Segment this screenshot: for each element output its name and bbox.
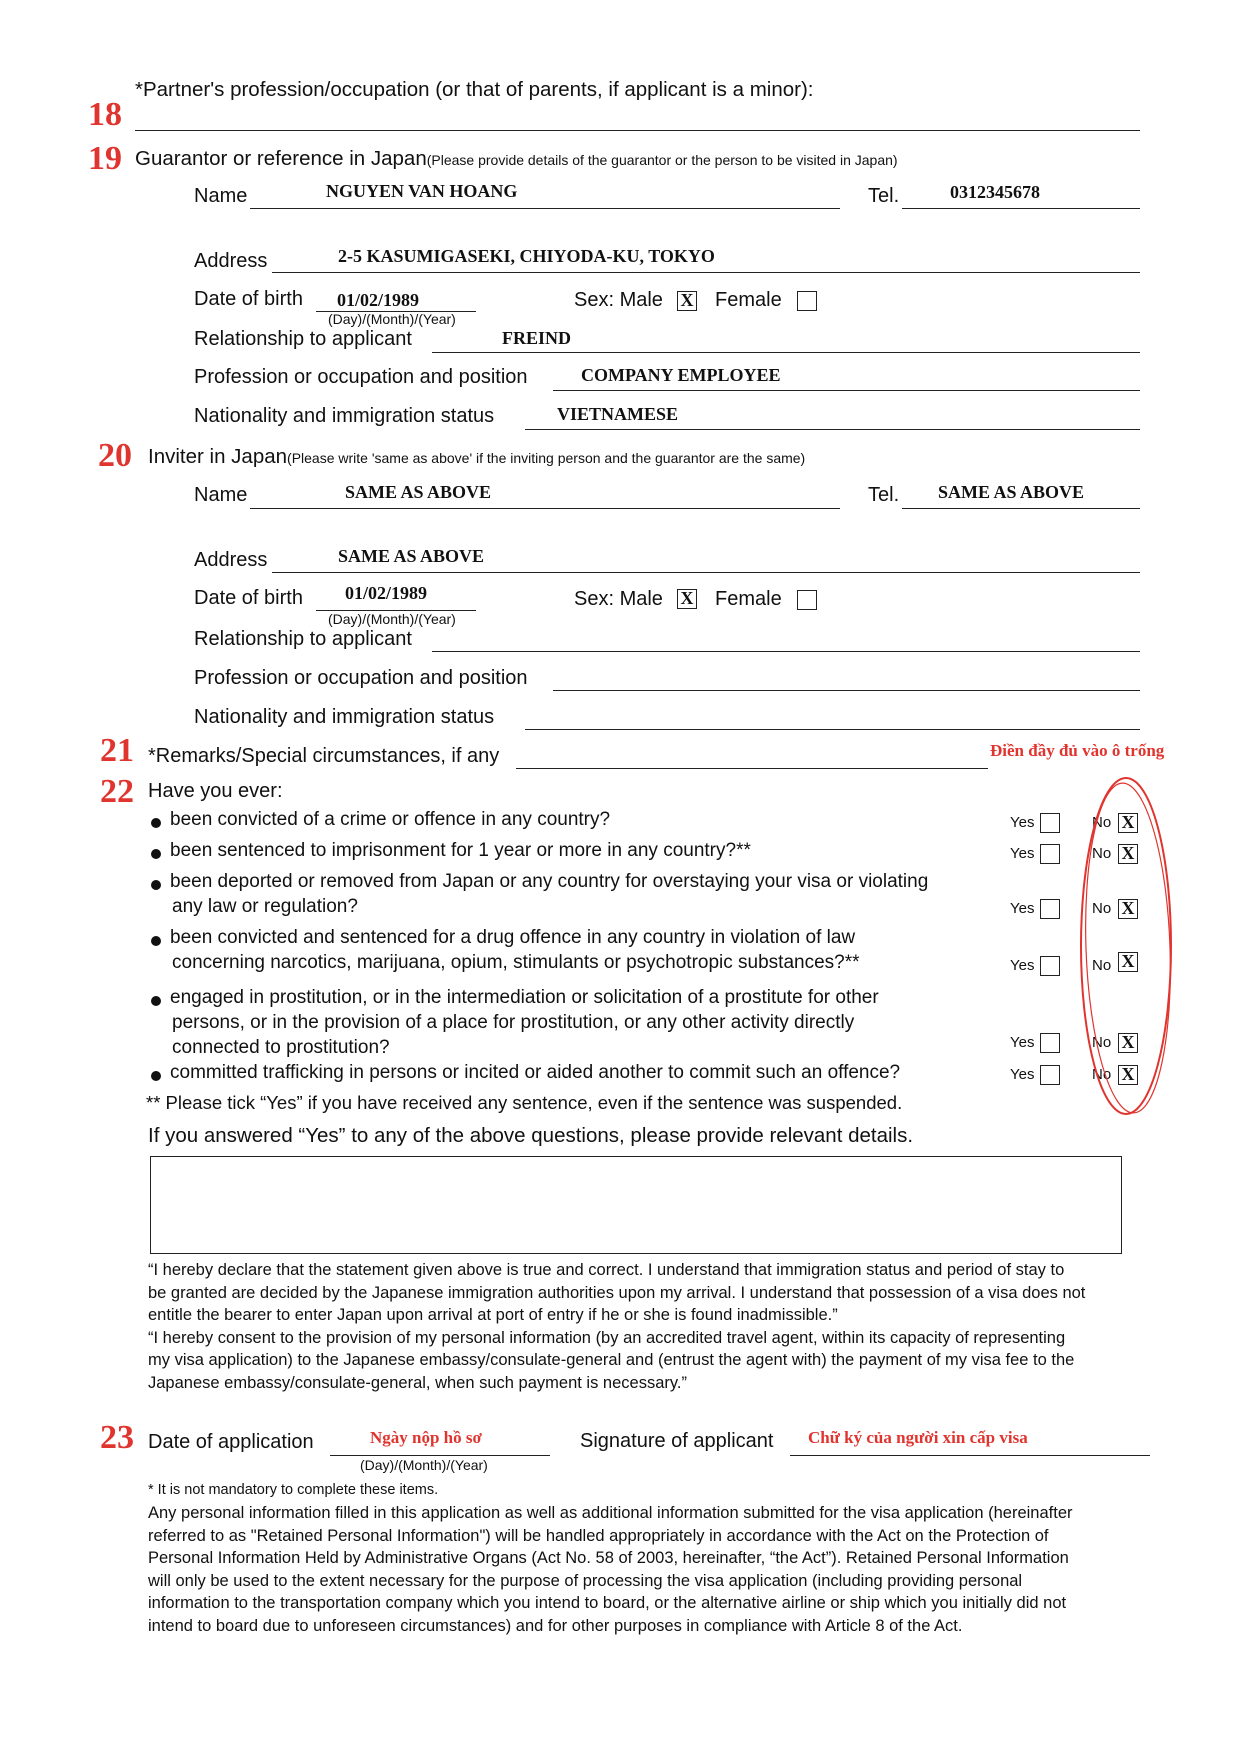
partner-profession-label: *Partner's profession/occupation (or that of parents, if applicant is a minor): bbox=[135, 78, 814, 101]
q2-yes-checkbox[interactable] bbox=[1040, 844, 1060, 864]
question-6-text: committed trafficking in persons or incited or aided another to commit such an offence? bbox=[170, 1062, 901, 1083]
details-textarea[interactable] bbox=[150, 1156, 1122, 1254]
guarantor-address-value[interactable]: 2-5 KASUMIGASEKI, CHIYODA-KU, TOKYO bbox=[338, 246, 715, 266]
q4-yes-checkbox[interactable] bbox=[1040, 956, 1060, 976]
inviter-nationality-field[interactable] bbox=[525, 729, 1140, 730]
q1-no-label: No bbox=[1092, 814, 1112, 831]
privacy-line-2: referred to as "Retained Personal Information") will be handled appropriately in accordance with the Act on the Protection of bbox=[148, 1526, 1049, 1545]
inviter-relationship-field[interactable] bbox=[432, 651, 1140, 652]
inviter-tel-value[interactable]: SAME AS ABOVE bbox=[938, 482, 1085, 502]
inviter-nationality-label: Nationality and immigration status bbox=[194, 706, 495, 728]
bullet-icon bbox=[151, 1071, 161, 1081]
q4-no-checkbox[interactable]: X bbox=[1118, 952, 1138, 972]
partner-profession-field[interactable] bbox=[135, 130, 1140, 131]
inviter-male-checkbox[interactable]: X bbox=[677, 589, 697, 609]
remarks-field[interactable] bbox=[516, 768, 988, 769]
q3-yes-checkbox[interactable] bbox=[1040, 899, 1060, 919]
q3-no-label: No bbox=[1092, 900, 1112, 917]
guarantor-profession-line bbox=[553, 390, 1140, 391]
q6-no-checkbox[interactable]: X bbox=[1118, 1065, 1138, 1085]
section-number-20: 20 bbox=[98, 437, 132, 474]
inviter-female-checkbox[interactable] bbox=[797, 590, 817, 610]
declaration-line-5: my visa application) to the Japanese embassy/consulate-general and (entrust the agent with) the payment of my visa fee to the bbox=[148, 1351, 1075, 1369]
inviter-name-label: Name bbox=[194, 484, 248, 506]
privacy-line-5: information to the transportation company which you intend to board, or the alternative airline or ship which you initially did not bbox=[148, 1594, 1067, 1612]
q5-no-label: No bbox=[1092, 1034, 1112, 1051]
guarantor-tel-label: Tel. bbox=[868, 185, 900, 207]
remarks-label: *Remarks/Special circumstances, if any bbox=[148, 745, 500, 767]
question-4-line-1: been convicted and sentenced for a drug offence in any country in violation of law bbox=[170, 927, 856, 948]
inviter-name-value[interactable]: SAME AS ABOVE bbox=[345, 482, 492, 502]
q4-no-label: No bbox=[1092, 957, 1112, 974]
inviter-profession-label: Profession or occupation and position bbox=[194, 667, 528, 689]
privacy-line-3: Personal Information Held by Administrative Organs (Act No. 58 of 2003, hereinafter, “the Act”). Retained Personal Information bbox=[148, 1549, 1069, 1567]
q2-no-label: No bbox=[1092, 845, 1112, 862]
guarantor-female-checkbox[interactable] bbox=[797, 291, 817, 311]
inviter-dob-label: Date of birth bbox=[194, 587, 303, 609]
question-3-line-2: any law or regulation? bbox=[172, 896, 358, 917]
have-you-ever-label: Have you ever: bbox=[148, 780, 283, 802]
inviter-heading bbox=[148, 445, 805, 469]
declaration-line-4: “I hereby consent to the provision of my personal information (by an accredited travel agent, within its capacity of representing bbox=[148, 1328, 1066, 1347]
section-number-19: 19 bbox=[88, 140, 122, 177]
question-3-line-1: been deported or removed from Japan or any country for overstaying your visa or violating bbox=[170, 871, 929, 892]
guarantor-dob-label: Date of birth bbox=[194, 288, 303, 310]
bullet-icon bbox=[151, 880, 161, 890]
details-prompt: If you answered “Yes” to any of the above questions, please provide relevant details. bbox=[148, 1124, 914, 1147]
inviter-sex-label: Sex: Male bbox=[574, 588, 663, 610]
inviter-note: (Please write 'same as above' if the inviting person and the guarantor are the same) bbox=[287, 450, 806, 466]
declaration-line-2: be granted are decided by the Japanese immigration authorities upon my arrival. I understand that possession of a visa does not bbox=[148, 1283, 1086, 1302]
question-5-line-1: engaged in prostitution, or in the intermediation or solicitation of a prostitute for other bbox=[170, 987, 879, 1008]
guarantor-name-line bbox=[250, 208, 840, 209]
question-5-line-2: persons, or in the provision of a place for prostitution, or any other activity directly bbox=[172, 1012, 855, 1033]
question-2-text: been sentenced to imprisonment for 1 year or more in any country?** bbox=[170, 840, 751, 861]
signature-line bbox=[790, 1455, 1150, 1456]
section-number-22: 22 bbox=[100, 773, 134, 810]
guarantor-nationality-line bbox=[525, 429, 1140, 430]
q1-yes-label: Yes bbox=[1010, 814, 1035, 831]
guarantor-profession-value[interactable]: COMPANY EMPLOYEE bbox=[581, 365, 781, 385]
bullet-icon bbox=[151, 936, 161, 946]
q4-yes-label: Yes bbox=[1010, 957, 1035, 974]
q6-no-label: No bbox=[1092, 1066, 1112, 1083]
guarantor-note: (Please provide details of the guarantor or the person to be visited in Japan) bbox=[426, 152, 898, 168]
section-number-23: 23 bbox=[100, 1419, 134, 1456]
privacy-line-4: will only be used to the extent necessary for the purpose of processing the visa application (including providing personal bbox=[148, 1571, 1023, 1590]
bullet-icon bbox=[151, 849, 161, 859]
inviter-title: Inviter in Japan bbox=[148, 445, 288, 468]
inviter-tel-line bbox=[902, 508, 1140, 509]
declaration-paragraph bbox=[148, 1259, 1085, 1394]
declaration-line-1: “I hereby declare that the statement given above is true and correct. I understand that immigration status and period of stay to bbox=[148, 1261, 1065, 1279]
guarantor-profession-label: Profession or occupation and position bbox=[194, 366, 528, 388]
privacy-line-1: Any personal information filled in this application as well as additional information submitted for the visa application (hereinafter bbox=[148, 1504, 1073, 1522]
date-of-application-line bbox=[330, 1455, 550, 1456]
q5-yes-label: Yes bbox=[1010, 1034, 1035, 1051]
q1-no-checkbox[interactable]: X bbox=[1118, 813, 1138, 833]
guarantor-tel-value[interactable]: 0312345678 bbox=[950, 182, 1040, 202]
date-of-application-value[interactable]: Ngày nộp hồ sơ bbox=[370, 1428, 482, 1447]
guarantor-address-line bbox=[272, 272, 1140, 273]
inviter-dob-format: (Day)/(Month)/(Year) bbox=[328, 611, 456, 627]
declaration-line-3: entitle the bearer to enter Japan upon arrival at port of entry if he or she is found inadmissible.” bbox=[148, 1306, 838, 1324]
guarantor-name-label: Name bbox=[194, 185, 248, 207]
inviter-relationship-label: Relationship to applicant bbox=[194, 628, 412, 650]
inviter-profession-field[interactable] bbox=[553, 690, 1140, 691]
q2-yes-label: Yes bbox=[1010, 845, 1035, 862]
guarantor-female-label: Female bbox=[715, 289, 782, 311]
q6-yes-label: Yes bbox=[1010, 1066, 1035, 1083]
signature-value[interactable]: Chữ ký của người xin cấp visa bbox=[808, 1428, 1028, 1447]
q5-no-checkbox[interactable]: X bbox=[1118, 1033, 1138, 1053]
guarantor-relationship-value[interactable]: FREIND bbox=[502, 328, 572, 348]
guarantor-relationship-label: Relationship to applicant bbox=[194, 328, 412, 350]
fill-all-annotation: Điền đầy đủ vào ô trống bbox=[990, 741, 1165, 760]
guarantor-heading bbox=[135, 147, 898, 171]
guarantor-name-value[interactable]: NGUYEN VAN HOANG bbox=[326, 181, 518, 201]
section-number-21: 21 bbox=[100, 732, 134, 769]
q5-yes-checkbox[interactable] bbox=[1040, 1033, 1060, 1053]
inviter-female-label: Female bbox=[715, 588, 782, 610]
date-of-application-format: (Day)/(Month)/(Year) bbox=[360, 1457, 488, 1473]
privacy-line-6: intend to board due to unforeseen circumstances) and for other purposes in compliance with Article 8 of the Act. bbox=[148, 1616, 963, 1635]
inviter-name-line bbox=[250, 508, 840, 509]
inviter-tel-label: Tel. bbox=[868, 484, 900, 506]
guarantor-address-label: Address bbox=[194, 250, 268, 272]
q3-no-checkbox[interactable]: X bbox=[1118, 899, 1138, 919]
bullet-icon bbox=[151, 996, 161, 1006]
red-circle-highlight-icon bbox=[1070, 770, 1185, 1125]
q1-yes-checkbox[interactable] bbox=[1040, 813, 1060, 833]
section-number-18: 18 bbox=[88, 96, 122, 133]
inviter-address-value[interactable]: SAME AS ABOVE bbox=[338, 546, 485, 566]
q2-no-checkbox[interactable]: X bbox=[1118, 844, 1138, 864]
question-1-text: been convicted of a crime or offence in any country? bbox=[170, 809, 611, 830]
guarantor-nationality-value[interactable]: VIETNAMESE bbox=[557, 404, 679, 424]
date-of-application-label: Date of application bbox=[148, 1431, 314, 1453]
guarantor-nationality-label: Nationality and immigration status bbox=[194, 405, 495, 427]
signature-label: Signature of applicant bbox=[580, 1430, 774, 1452]
guarantor-sex-label: Sex: Male bbox=[574, 289, 663, 311]
inviter-address-label: Address bbox=[194, 549, 268, 571]
question-4-line-2: concerning narcotics, marijuana, opium, stimulants or psychotropic substances?** bbox=[172, 952, 860, 973]
inviter-dob-value[interactable]: 01/02/1989 bbox=[345, 583, 428, 603]
guarantor-tel-line bbox=[902, 208, 1140, 209]
not-mandatory-note: * It is not mandatory to complete these items. bbox=[148, 1482, 439, 1498]
inviter-address-line bbox=[272, 572, 1140, 573]
privacy-paragraph bbox=[148, 1502, 1073, 1637]
guarantor-dob-format: (Day)/(Month)/(Year) bbox=[328, 311, 456, 327]
guarantor-relationship-line bbox=[432, 352, 1140, 353]
guarantor-title: Guarantor or reference in Japan bbox=[135, 147, 427, 170]
sentence-footnote: ** Please tick “Yes” if you have received any sentence, even if the sentence was suspended. bbox=[146, 1092, 903, 1113]
question-5-line-3: connected to prostitution? bbox=[172, 1037, 390, 1058]
guarantor-dob-value[interactable]: 01/02/1989 bbox=[337, 290, 420, 310]
declaration-line-6: Japanese embassy/consulate-general, when such payment is necessary.” bbox=[148, 1373, 687, 1392]
q6-yes-checkbox[interactable] bbox=[1040, 1065, 1060, 1085]
q3-yes-label: Yes bbox=[1010, 900, 1035, 917]
guarantor-male-checkbox[interactable]: X bbox=[677, 291, 697, 311]
bullet-icon bbox=[151, 818, 161, 828]
